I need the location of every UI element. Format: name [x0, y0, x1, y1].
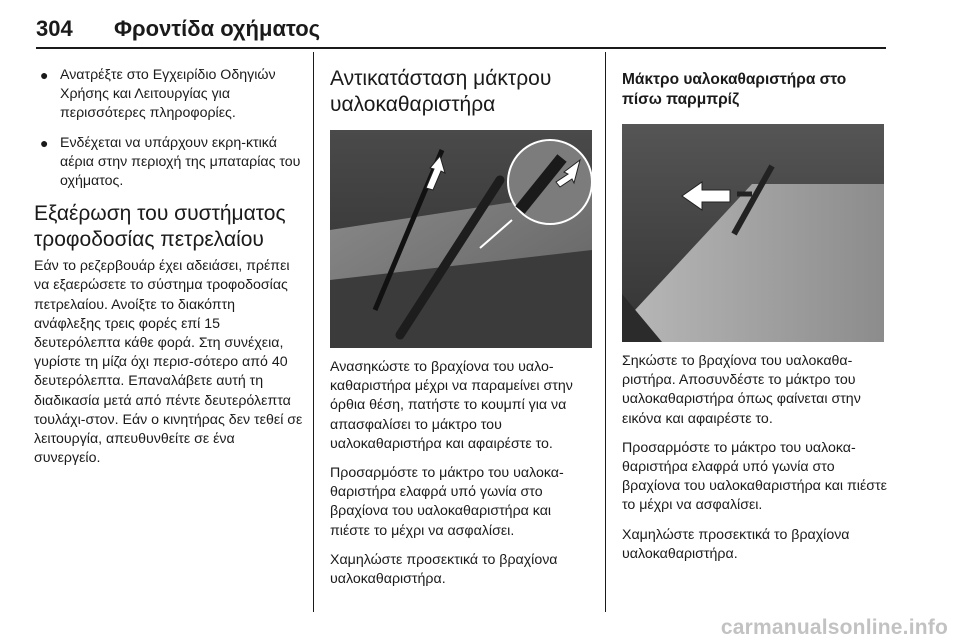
bullet-text: Ενδέχεται να υπάρχουν εκρη-κτικά αέρια στην περιοχή της μπαταρίας του οχήματος.	[60, 134, 301, 190]
wiper-replacement-instructions	[330, 358, 592, 589]
column-divider-1	[313, 52, 314, 612]
bullet-icon: ●	[40, 67, 49, 83]
section-heading-fuel-bleed: Εξαέρωση του συστήματος τροφοδοσίας πετρελαίου	[34, 202, 286, 252]
column-2	[330, 52, 592, 599]
page-number: 304	[36, 16, 73, 41]
instruction-paragraph: Ανασηκώστε το βραχίονα του υαλο-καθαριστήρα μέχρι να παραμείνει στην όρθια θέση, πατήστε το κουμπί για να απασφαλίσει το μάκτρο του υαλοκαθαριστήρα και αφαιρέστε το.	[330, 359, 573, 452]
windshield-wiper-figure	[330, 130, 592, 348]
watermark: carmanualsonline.info	[720, 616, 948, 639]
instruction-paragraph: Προσαρμόστε το μάκτρο του υαλοκα-θαριστήρα ελαφρά υπό γωνία στο βραχίονα του υαλοκαθαριστήρα και πιέστε το μέχρι να ασφαλίσει.	[622, 439, 887, 514]
header-rule	[36, 47, 886, 49]
page-title: Φροντίδα οχήματος	[114, 16, 321, 41]
rear-wiper-instructions	[622, 352, 888, 564]
bullet-icon: ●	[40, 134, 49, 151]
instruction-paragraph: Προσαρμόστε το μάκτρο του υαλοκα-θαριστήρα ελαφρά υπό γωνία στο βραχίονα του υαλοκαθαριστήρα και πιέστε το μέχρι να ασφαλίσει.	[330, 465, 564, 539]
column-3	[622, 52, 888, 574]
fuel-bleed-paragraph: Εάν το ρεζερβουάρ έχει αδειάσει, πρέπει να εξαερώσετε το σύστημα τροφοδοσίας πετρελαίου. Ανοίξτε το διακόπτη ανάφλεξης τρεις φορές επί 15 δευτερόλεπτα κάθε φορά. Στη συνέχεια, γυρίστε τη μίζα όχι περισ-σότερο από 40 δευτερόλεπτα. Επαναλάβετε αυτή τη διαδικασία μετά από πέντε δευτερόλεπτα τουλάχι-στον. Εάν ο κινητήρας δεν τεθεί σε λειτουργία, απευθυνθείτε σε ένα συνεργείο.	[34, 258, 303, 467]
instruction-paragraph: Χαμηλώστε προσεκτικά το βραχίονα υαλοκαθαριστήρα.	[330, 551, 558, 588]
column-divider-2	[605, 52, 606, 612]
bullet-text: Ανατρέξτε στο Εγχειρίδιο Οδηγιών Χρήσης και Λειτουργίας για περισσότερες πληροφορίες.	[60, 67, 276, 122]
rear-wiper-figure	[622, 124, 884, 342]
instruction-paragraph: Σηκώστε το βραχίονα του υαλοκαθα-ριστήρα. Αποσυνδέστε το μάκτρο του υαλοκαθαριστήρα όπως φαίνεται στην εικόνα και αφαιρέστε το.	[622, 353, 861, 427]
list-item	[34, 134, 304, 192]
section-heading-wiper-replacement: Αντικατάσταση μάκτρου υαλοκαθαριστήρα	[330, 67, 552, 116]
list-item	[34, 66, 304, 124]
column-1	[34, 52, 304, 468]
bullet-list	[34, 66, 304, 191]
section-heading-rear-wiper: Μάκτρο υαλοκαθαριστήρα στο πίσω παρμπρίζ	[622, 71, 847, 108]
instruction-paragraph: Χαμηλώστε προσεκτικά το βραχίονα υαλοκαθαριστήρα.	[622, 526, 850, 562]
page-header	[36, 6, 886, 46]
